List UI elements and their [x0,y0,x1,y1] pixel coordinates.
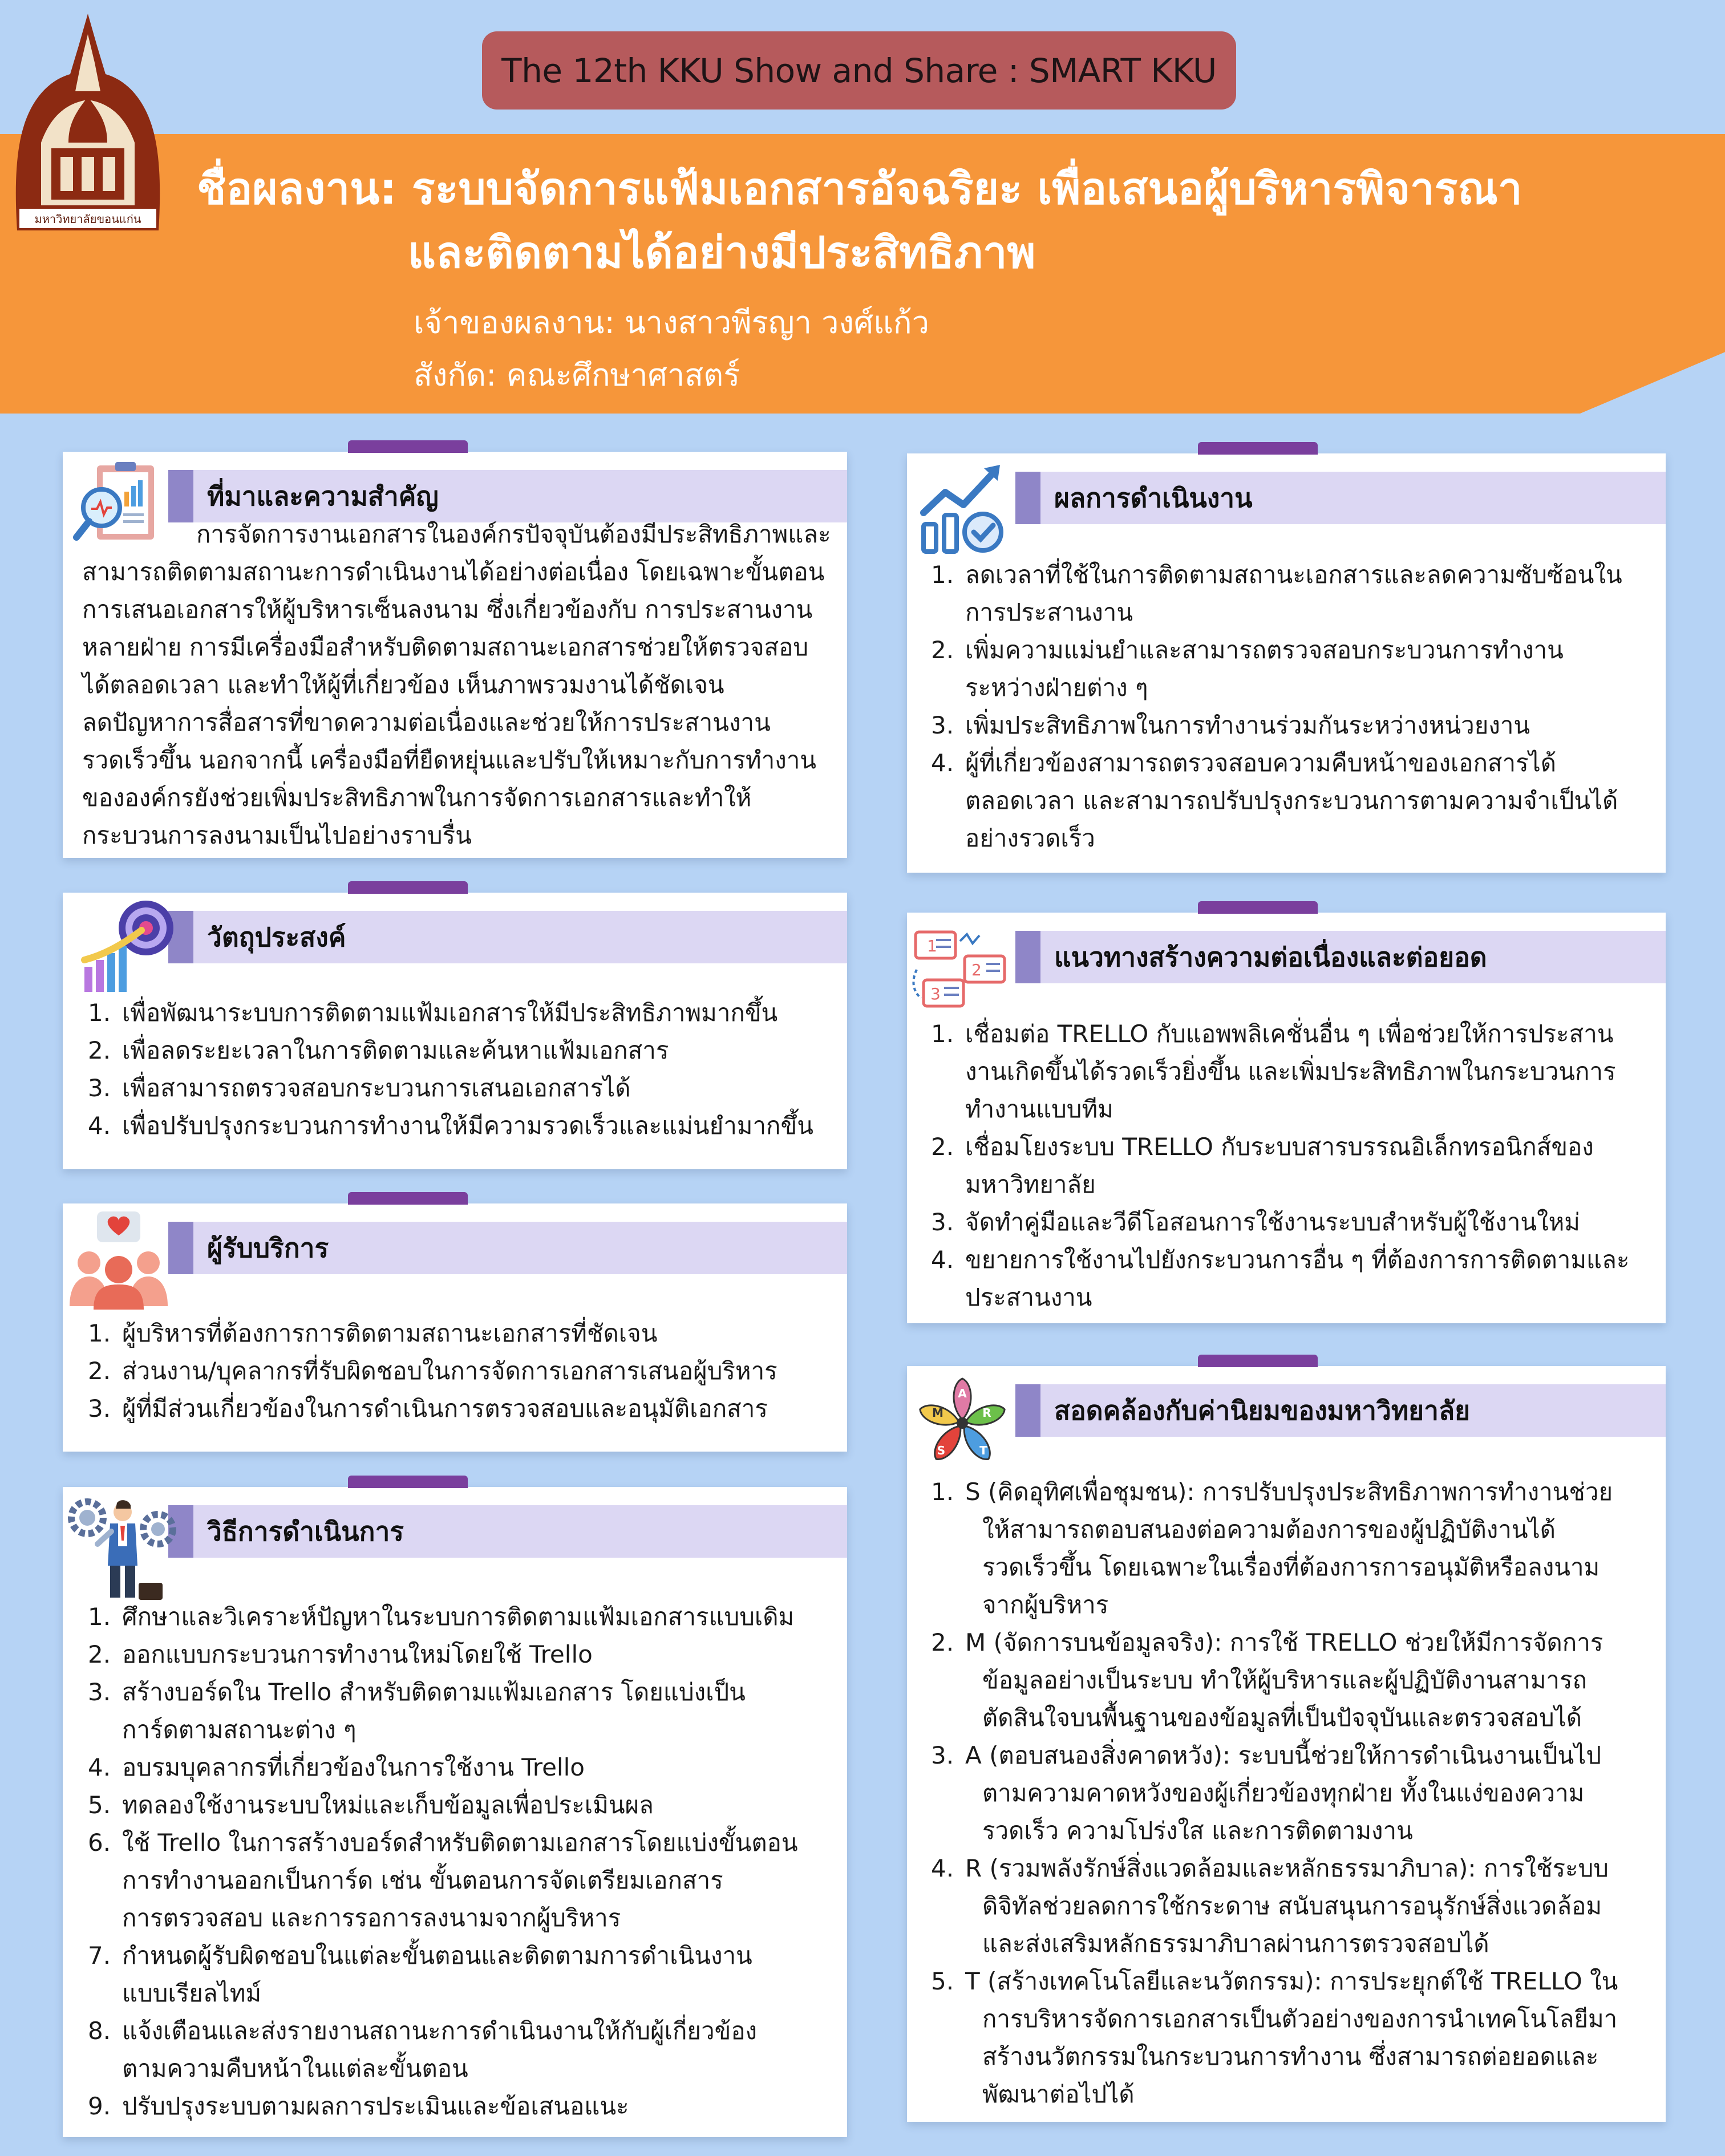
page-title [197,157,1703,285]
item-text: ตามความคืบหน้าในแต่ละขั้นตอน [122,2054,468,2082]
item-number: 6. [88,1829,111,1857]
list-item [88,994,841,1032]
list-item [931,1850,1664,1963]
item-text: เพื่อสามารถตรวจสอบกระบวนการเสนอเอกสารได้ [122,1074,631,1102]
item-text: ปรับปรุงระบบตามผลการประเมินและข้อเสนอแนะ [122,2092,629,2120]
item-text: เพื่อลดระยะเวลาในการติดตามและค้นหาแฟ้มเอกสาร [122,1036,669,1064]
objectives-list [88,994,841,1145]
section-tab [348,1476,468,1488]
section-header [1015,472,1666,524]
item-text: M (จัดการบนข้อมูลจริง): การใช้ TRELLO ช่วยให้มีการจัดการ [965,1628,1603,1656]
item-text: สร้างบอร์ดใน Trello สำหรับติดตามแฟ้มเอกสาร โดยแบ่งเป็น [122,1678,746,1706]
item-text: ข้อมูลอย่างเป็นระบบ ทำให้ผู้บริหารและผู้ปฏิบัติงานสามารถ [982,1666,1587,1694]
item-number: 2. [931,1133,954,1161]
item-number: 3. [931,1208,954,1236]
smart-letter: A [958,1387,967,1400]
item-text: ลดเวลาที่ใช้ในการติดตามสถานะเอกสารและลดความซับซ้อนใน [965,561,1622,589]
item-text: ระหว่างฝ่ายต่าง ๆ [965,674,1148,702]
item-text: การประสานงาน [965,598,1133,626]
list-item [88,1749,841,1786]
item-text: เชื่อมโยงระบบ TRELLO กับระบบสารบรรณอิเล็กทรอนิกส์ของ [965,1133,1594,1161]
text-line: ได้ตลอดเวลา และทำให้ผู้ที่เกี่ยวข้อง เห็นภาพรวมงานได้ชัดเจน [82,671,724,699]
item-text: A (ตอบสนองสิ่งคาดหวัง): ระบบนี้ช่วยให้การดำเนินงานเป็นไป [965,1741,1602,1769]
section-header [168,1222,847,1274]
section-header [168,1505,847,1558]
item-number: 3. [88,1678,111,1706]
item-text: ศึกษาและวิเคราะห์ปัญหาในระบบการติดตามแฟ้มเอกสารแบบเดิม [122,1603,795,1631]
section-heading: วิธีการดำเนินการ [207,1515,404,1547]
item-number: 4. [931,749,954,777]
methods-list [88,1598,841,2125]
header-accent [1015,931,1040,983]
item-text: ทำงานแบบทีม [965,1095,1113,1123]
item-text: การ์ดตามสถานะต่าง ๆ [122,1716,357,1744]
section-results [907,453,1666,873]
text-line: กระบวนการลงนามเป็นไปอย่างราบรื่น [82,821,472,849]
list-item [88,1032,841,1069]
item-number: 2. [88,1036,111,1064]
item-text: จากผู้บริหาร [982,1591,1109,1619]
item-number: 4. [931,1854,954,1882]
item-text: การทำงานออกเป็นการ์ด เช่น ขั้นตอนการจัดเตรียมเอกสาร [122,1866,723,1894]
item-text: งานเกิดขึ้นได้รวดเร็วยิ่งขึ้น และเพิ่มประสิทธิภาพในกระบวนการ [965,1057,1616,1085]
list-item [88,1673,841,1749]
section-tab [348,440,468,453]
header-accent [168,1222,193,1274]
list-item [931,744,1661,857]
item-text: รวดเร็ว ความโปร่งใส และการติดตามงาน [982,1817,1413,1845]
section-values [907,1366,1666,2122]
list-item [88,1636,841,1673]
item-text: เพิ่มประสิทธิภาพในการทำงานร่วมกันระหว่างหน่วยงาน [965,711,1530,739]
item-number: 2. [88,1640,111,1668]
text-line: ขององค์กรยังช่วยเพิ่มประสิทธิภาพในการจัดการเอกสารและทำให้ [82,784,752,812]
text-line: การเสนอเอกสารให้ผู้บริหารเซ็นลงนาม ซึ่งเกี่ยวข้องกับ การประสานงาน [82,595,813,623]
list-item [88,1107,841,1145]
item-number: 1. [88,1319,111,1347]
list-item [931,1128,1664,1203]
list-item [88,1786,841,1824]
results-list [931,556,1661,857]
item-text: แจ้งเตือนและส่งรายงานสถานะการดำเนินงานให้กับผู้เกี่ยวข้อง [122,2017,758,2045]
list-item [931,1473,1664,1624]
section-heading: แนวทางสร้างความต่อเนื่องและต่อยอด [1054,941,1487,972]
logo-text: มหาวิทยาลัยขอนแก่น [34,212,141,226]
item-text: พัฒนาต่อไปได้ [982,2080,1135,2108]
item-number: 1. [88,1603,111,1631]
item-text: ตามความคาดหวังของผู้เกี่ยวข้องทุกฝ่าย ทั้งในแง่ของความ [982,1779,1585,1807]
item-text: ผู้บริหารที่ต้องการการติดตามสถานะเอกสารที่ชัดเจน [122,1319,658,1347]
list-item [88,1390,841,1428]
section-header [1015,931,1666,983]
section-tab [1198,1355,1318,1367]
growth-chart-check-icon [916,458,1013,555]
target-growth-icon [73,893,176,995]
item-text: จัดทำคู่มือและวีดีโอสอนการใช้งานระบบสำหรับผู้ใช้งานใหม่ [965,1208,1580,1236]
text-line: ลดปัญหาการสื่อสารที่ขาดความต่อเนื่องและช่วยให้การประสานงาน [82,708,771,736]
item-text: ให้สามารถตอบสนองต่อความต้องการของผู้ปฏิบัติงานได้ [982,1515,1556,1543]
smart-letter: S [937,1444,946,1457]
item-number: 3. [931,1741,954,1769]
item-text: เพิ่มความแม่นยำและสามารถตรวจสอบกระบวนการทำงาน [965,636,1564,664]
item-number: 4. [88,1112,111,1140]
section-heading: วัตถุประสงค์ [207,921,346,953]
item-text: ประสานงาน [965,1283,1092,1311]
kku-logo [11,11,164,233]
item-number: 3. [88,1395,111,1423]
section-header [168,470,847,522]
item-text: เชื่อมต่อ TRELLO กับแอพพลิเคชั่นอื่น ๆ เพื่อช่วยให้การประสาน [965,1020,1614,1048]
section-sustainability [907,913,1666,1323]
list-item [88,2012,841,2088]
item-text: ตัดสินใจบนพื้นฐานของข้อมูลที่เป็นปัจจุบันและตรวจสอบได้ [982,1704,1582,1732]
item-text: สร้างนวัตกรรมในกระบวนการทำงาน ซึ่งสามารถต่อยอดและ [982,2042,1599,2070]
item-text: T (สร้างเทคโนโลยีและนวัตกรรม): การประยุกต์ใช้ TRELLO ใน [965,1967,1618,1995]
list-item [88,1352,841,1390]
header-accent [1015,1384,1040,1437]
list-item [88,1069,841,1107]
svg-text:3: 3 [930,984,941,1003]
item-text: รวดเร็วขึ้น โดยเฉพาะในเรื่องที่ต้องการการอนุมัติหรือลงนาม [982,1553,1600,1581]
item-text: ดิจิทัลช่วยลดการใช้กระดาษ สนับสนุนการอนุรักษ์สิ่งแวดล้อม [982,1892,1602,1920]
sustainability-list [931,1015,1664,1316]
list-item [931,1624,1664,1737]
item-number: 3. [931,711,954,739]
title-line-2: และติดตามได้อย่างมีประสิทธิภาพ [408,227,1036,278]
list-item [88,1824,841,1937]
event-title: The 12th KKU Show and Share : SMART KKU [482,31,1236,110]
list-item [931,1241,1664,1316]
item-text: เพื่อปรับปรุงกระบวนการทำงานให้มีความรวดเร็วและแม่นยำมากขึ้น [122,1112,813,1140]
owner-name: เจ้าของผลงาน: นางสาวพีรญา วงศ์แก้ว [414,305,929,341]
text-line: หลายฝ่าย การมีเครื่องมือสำหรับติดตามสถานะเอกสารช่วยให้ตรวจสอบ [82,633,809,661]
item-text: มหาวิทยาลัย [965,1170,1096,1198]
item-text: กำหนดผู้รับผิดชอบในแต่ละขั้นตอนและติดตามการดำเนินงาน [122,1942,752,1969]
header-accent [1015,472,1040,524]
item-text: ขยายการใช้งานไปยังกระบวนการอื่น ๆ ที่ต้องการการติดตามและ [965,1246,1630,1274]
affiliation: สังกัด: คณะศึกษาศาสตร์ [414,357,740,393]
svg-text:1: 1 [927,937,937,955]
item-number: 5. [88,1791,111,1819]
list-item [931,1203,1664,1241]
list-item [931,1737,1664,1850]
item-number: 9. [88,2092,111,2120]
values-list [931,1473,1664,2113]
section-heading: ที่มาและความสำคัญ [207,480,439,512]
item-number: 1. [931,1478,954,1506]
text-line: สามารถติดตามสถานะการดำเนินงานได้อย่างต่อเนื่อง โดยเฉพาะขั้นตอน [82,558,825,586]
section-heading: ผลการดำเนินงาน [1054,482,1253,513]
people-heart-icon [67,1208,170,1311]
item-number: 7. [88,1942,111,1969]
list-item [931,631,1661,707]
item-text: S (คิดอุทิศเพื่อชุมชน): การปรับปรุงประสิทธิภาพการทำงานช่วย [965,1478,1613,1506]
item-number: 8. [88,2017,111,2045]
section-header [168,911,847,963]
list-item [931,707,1661,744]
smart-flower-icon [914,1375,1011,1472]
smart-letter: T [979,1444,987,1457]
item-text: ผู้ที่เกี่ยวข้องสามารถตรวจสอบความคืบหน้าของเอกสารได้ [965,749,1557,777]
item-number: 4. [88,1753,111,1781]
item-number: 1. [88,999,111,1027]
text-line: รวดเร็วขึ้น นอกจากนี้ เครื่องมือที่ยืดหยุ่นและปรับให้เหมาะกับการทำงาน [82,746,817,774]
section-objectives [63,893,847,1169]
smart-letter: R [982,1406,991,1420]
item-text: แบบเรียลไทม์ [122,1979,262,2007]
section-tab [1198,901,1318,914]
item-text: การตรวจสอบ และการรอการลงนามจากผู้บริหาร [122,1904,621,1932]
item-text: อย่างรวดเร็ว [965,824,1095,852]
section-tab [348,881,468,894]
item-number: 3. [88,1074,111,1102]
item-text: เพื่อพัฒนาระบบการติดตามแฟ้มเอกสารให้มีประสิทธิภาพมากขึ้น [122,999,778,1027]
text-line: การจัดการงานเอกสารในองค์กรปัจจุบันต้องมีประสิทธิภาพและ [196,520,831,548]
section-heading: ผู้รับบริการ [207,1232,329,1263]
item-text: ใช้ Trello ในการสร้างบอร์ดสำหรับติดตามเอกสารโดยแบ่งขั้นตอน [122,1829,798,1857]
list-item [88,1937,841,2012]
section-users [63,1203,847,1452]
item-text: R (รวมพลังรักษ์สิ่งแวดล้อมและหลักธรรมาภิบาล): การใช้ระบบ [965,1854,1609,1882]
item-number: 1. [931,1020,954,1048]
list-item [88,2088,841,2125]
background-paragraph [82,516,841,854]
item-number: 2. [931,1628,954,1656]
section-heading: สอดคล้องกับค่านิยมของมหาวิทยาลัย [1054,1395,1471,1426]
section-header [1015,1384,1666,1437]
users-list [88,1315,841,1428]
item-number: 5. [931,1967,954,1995]
item-number: 1. [931,561,954,589]
item-text: ผู้ที่มีส่วนเกี่ยวข้องในการดำเนินการตรวจสอบและอนุมัติเอกสาร [122,1395,768,1423]
owner-info [414,297,929,402]
svg-text:2: 2 [971,961,982,979]
item-text: ส่วนงาน/บุคลากรที่รับผิดชอบในการจัดการเอกสารเสนอผู้บริหาร [122,1357,778,1385]
workflow-steps-icon [910,924,1018,1015]
item-text: การบริหารจัดการเอกสารเป็นตัวอย่างของการนำเทคโนโลยีมา [982,2005,1618,2033]
section-methods [63,1487,847,2137]
smart-letter: M [932,1406,944,1420]
list-item [88,1598,841,1636]
item-text: ทดลองใช้งานระบบใหม่และเก็บข้อมูลเพื่อประเมินผล [122,1791,654,1819]
list-item [931,1963,1664,2113]
list-item [931,1015,1664,1128]
item-text: อบรมบุคลากรที่เกี่ยวข้องในการใช้งาน Trello [122,1753,585,1781]
list-item [88,1315,841,1352]
item-text: ตลอดเวลา และสามารถปรับปรุงกระบวนการตามความจำเป็นได้ [965,787,1618,814]
item-text: ออกแบบกระบวนการทำงานใหม่โดยใช้ Trello [122,1640,593,1668]
header-accent [168,470,193,522]
title-line-1: ชื่อผลงาน: ระบบจัดการแฟ้มเอกสารอัจฉริยะ เพื่อเสนอผู้บริหารพิจารณา [197,163,1522,214]
item-number: 2. [931,636,954,664]
section-tab [348,1192,468,1205]
item-number: 2. [88,1357,111,1385]
item-text: และส่งเสริมหลักธรรมาภิบาลผ่านการตรวจสอบได้ [982,1930,1489,1958]
section-background [63,452,847,858]
list-item [931,556,1661,631]
gears-worker-icon [66,1492,180,1606]
item-number: 4. [931,1246,954,1274]
section-tab [1198,442,1318,455]
